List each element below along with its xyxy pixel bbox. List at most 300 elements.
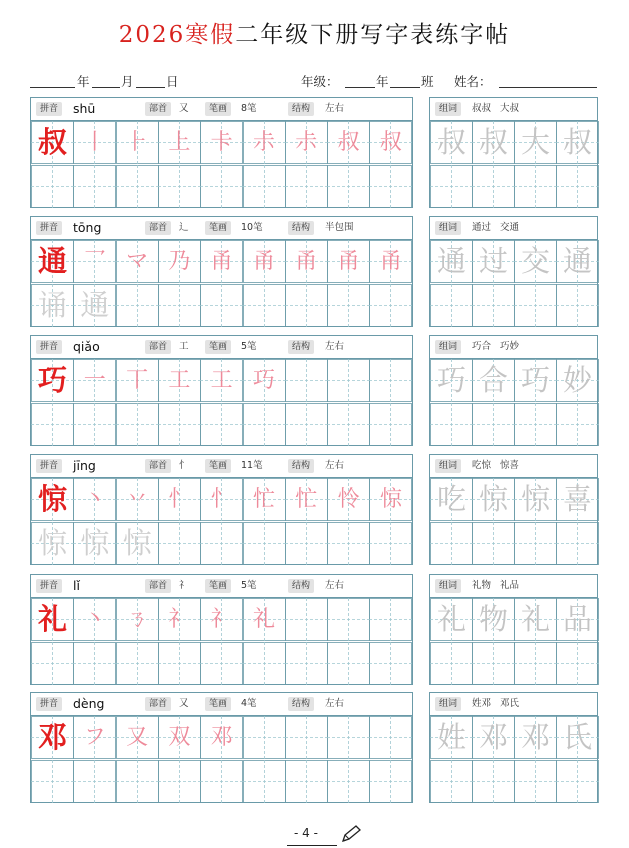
tianzige-grid [327, 716, 370, 759]
word-cell[interactable] [514, 716, 557, 759]
year-field[interactable] [30, 87, 75, 88]
strokes-value: 4笔 [241, 698, 257, 709]
empty-cell[interactable] [369, 403, 412, 446]
empty-cell[interactable] [243, 165, 286, 208]
word-cell[interactable] [472, 359, 515, 402]
empty-cell[interactable] [243, 642, 286, 685]
stroke-cell[interactable] [200, 716, 243, 759]
tianzige-grid [73, 403, 116, 446]
empty-cell[interactable] [31, 760, 74, 803]
word-cell[interactable] [472, 716, 515, 759]
strokes-value: 5笔 [241, 341, 257, 352]
words-value: 通过 交通 [472, 222, 520, 233]
strokes-tag: 笔画 [205, 579, 231, 593]
stroke-cell-char: 邓 [210, 725, 233, 750]
tianzige-grid [158, 165, 201, 208]
empty-cell[interactable] [369, 284, 412, 327]
stroke-cell-char: 礼 [252, 607, 275, 632]
word-cell[interactable] [556, 716, 599, 759]
model-cell-char: 叔 [37, 125, 67, 159]
trace-cell-char: 通 [80, 288, 110, 322]
word-cell[interactable] [514, 598, 557, 641]
tianzige-grid [556, 165, 599, 208]
empty-cell[interactable] [200, 522, 243, 565]
trace-cell[interactable] [31, 522, 74, 565]
stroke-cell[interactable] [369, 240, 412, 283]
tianzige-grid [116, 642, 159, 685]
word-cell[interactable] [472, 598, 515, 641]
stroke-cell[interactable] [369, 478, 412, 521]
empty-cell[interactable] [116, 403, 159, 446]
empty-cell[interactable] [369, 716, 412, 759]
tianzige-grid [327, 642, 370, 685]
structure-value: 左右 [325, 460, 345, 471]
title-red: 2026寒假 [118, 22, 236, 48]
empty-cell[interactable] [472, 522, 515, 565]
words-header [430, 217, 597, 240]
tianzige-grid [369, 165, 412, 208]
stroke-cell[interactable] [158, 478, 201, 521]
word-cell-char: 吃 [436, 482, 466, 516]
stroke-cell-char: ⺊ [126, 130, 149, 155]
empty-cell[interactable] [369, 359, 412, 402]
empty-cell[interactable] [430, 284, 473, 327]
tianzige-grid [116, 284, 159, 327]
empty-cell[interactable] [116, 284, 159, 327]
structure-value: 左右 [325, 341, 345, 352]
tianzige-grid [158, 284, 201, 327]
empty-cell[interactable] [285, 716, 328, 759]
trace-cell[interactable] [31, 284, 74, 327]
empty-cell[interactable] [472, 165, 515, 208]
stroke-cell[interactable] [73, 716, 116, 759]
empty-cell[interactable] [200, 284, 243, 327]
model-cell[interactable] [31, 598, 74, 641]
model-cell[interactable] [31, 359, 74, 402]
model-cell[interactable] [31, 240, 74, 283]
empty-cell[interactable] [285, 165, 328, 208]
stroke-cell[interactable] [116, 478, 159, 521]
empty-cell[interactable] [327, 522, 370, 565]
empty-cell[interactable] [556, 642, 599, 685]
words-tag: 组词 [435, 102, 461, 116]
tianzige-grid [369, 760, 412, 803]
words-tag: 组词 [435, 340, 461, 354]
empty-cell[interactable] [285, 760, 328, 803]
word-cell-char: 合 [478, 363, 508, 397]
empty-cell[interactable] [285, 284, 328, 327]
tianzige-grid [369, 284, 412, 327]
info-header [31, 455, 412, 478]
grade-field[interactable] [345, 87, 375, 88]
stroke-cell[interactable] [243, 598, 286, 641]
stroke-cell-char: 巧 [252, 368, 275, 393]
word-cell[interactable] [472, 478, 515, 521]
empty-cell[interactable] [158, 403, 201, 446]
strokes-tag: 笔画 [205, 340, 231, 354]
stroke-cell[interactable] [243, 121, 286, 164]
word-cell[interactable] [556, 478, 599, 521]
empty-cell[interactable] [116, 760, 159, 803]
empty-cell[interactable] [73, 760, 116, 803]
empty-cell[interactable] [243, 716, 286, 759]
radical-value: 忄 [179, 460, 189, 471]
stroke-cell[interactable] [116, 598, 159, 641]
tianzige-grid [200, 760, 243, 803]
practice-panel [30, 216, 413, 327]
stroke-cell-char: 卡 [210, 130, 233, 155]
radical-tag: 部首 [145, 340, 171, 354]
empty-cell[interactable] [327, 598, 370, 641]
info-header [31, 575, 412, 598]
trace-cell[interactable] [73, 522, 116, 565]
stroke-cell-char: 丶 [83, 607, 106, 632]
trace-cell[interactable] [116, 522, 159, 565]
empty-cell[interactable] [430, 760, 473, 803]
empty-cell[interactable] [369, 522, 412, 565]
stroke-cell-char: マ [126, 249, 149, 274]
stroke-cell-char: 双 [168, 725, 191, 750]
empty-cell[interactable] [200, 760, 243, 803]
word-cell[interactable] [430, 598, 473, 641]
structure-value: 左右 [325, 580, 345, 591]
words-value: 姓邓 邓氏 [472, 698, 520, 709]
stroke-cell[interactable] [243, 359, 286, 402]
empty-cell[interactable] [327, 165, 370, 208]
radical-value: 礻 [179, 580, 189, 591]
tianzige-grid [285, 716, 328, 759]
stroke-cell[interactable] [200, 121, 243, 164]
word-cell[interactable] [430, 240, 473, 283]
word-cell[interactable] [430, 478, 473, 521]
stroke-cell[interactable] [158, 716, 201, 759]
stroke-cell-char: 礻 [168, 607, 191, 632]
stroke-cell[interactable] [73, 121, 116, 164]
stroke-cell[interactable] [158, 359, 201, 402]
word-cell[interactable] [514, 478, 557, 521]
empty-cell[interactable] [514, 522, 557, 565]
stroke-cell[interactable] [73, 240, 116, 283]
word-cell-char: 姓 [436, 720, 466, 754]
empty-cell[interactable] [430, 403, 473, 446]
info-header [31, 98, 412, 121]
tianzige-grid [285, 760, 328, 803]
tianzige-grid [430, 284, 473, 327]
empty-cell[interactable] [285, 403, 328, 446]
tianzige-grid [327, 522, 370, 565]
word-cell[interactable] [430, 716, 473, 759]
empty-cell[interactable] [73, 165, 116, 208]
structure-tag: 结构 [288, 459, 314, 473]
tianzige-grid [243, 716, 286, 759]
name-field[interactable] [499, 87, 597, 88]
pinyin-value: jīng [73, 458, 96, 473]
tianzige-grid [472, 284, 515, 327]
empty-cell[interactable] [430, 522, 473, 565]
stroke-cell[interactable] [285, 240, 328, 283]
tianzige-grid [430, 760, 473, 803]
stroke-cell-char: 工 [210, 368, 233, 393]
page-title [0, 16, 629, 49]
word-cell-char: 妙 [562, 363, 592, 397]
empty-cell[interactable] [514, 760, 557, 803]
word-cell-char: 喜 [562, 482, 592, 516]
stroke-cell[interactable] [158, 598, 201, 641]
empty-cell[interactable] [556, 522, 599, 565]
structure-value: 左右 [325, 698, 345, 709]
stroke-cell[interactable] [116, 716, 159, 759]
empty-cell[interactable] [285, 598, 328, 641]
empty-cell[interactable] [369, 165, 412, 208]
words-panel [429, 692, 598, 803]
structure-tag: 结构 [288, 697, 314, 711]
pinyin-tag: 拼音 [36, 579, 62, 593]
tianzige-grid [369, 359, 412, 402]
word-cell-char: 通 [562, 244, 592, 278]
empty-cell[interactable] [158, 284, 201, 327]
tianzige-grid [430, 522, 473, 565]
stroke-cell-char: 丷 [126, 487, 149, 512]
stroke-cell-char: 尗 [252, 130, 275, 155]
empty-cell[interactable] [514, 642, 557, 685]
words-header [430, 455, 597, 478]
practice-panel [30, 692, 413, 803]
empty-cell[interactable] [556, 165, 599, 208]
tianzige-grid [158, 522, 201, 565]
radical-value: 又 [179, 103, 189, 114]
word-cell-char: 邓 [520, 720, 550, 754]
stroke-cell[interactable] [243, 478, 286, 521]
empty-cell[interactable] [116, 165, 159, 208]
words-tag: 组词 [435, 221, 461, 235]
radical-tag: 部首 [145, 697, 171, 711]
tianzige-grid [285, 284, 328, 327]
empty-cell[interactable] [472, 403, 515, 446]
tianzige-grid [327, 403, 370, 446]
month-field[interactable] [92, 87, 120, 88]
words-panel [429, 97, 598, 208]
empty-cell[interactable] [430, 642, 473, 685]
model-cell-char: 礼 [37, 602, 67, 636]
word-cell[interactable] [430, 359, 473, 402]
empty-cell[interactable] [285, 522, 328, 565]
empty-cell[interactable] [327, 284, 370, 327]
stroke-cell-char: 乃 [168, 249, 191, 274]
structure-tag: 结构 [288, 340, 314, 354]
model-cell[interactable] [31, 716, 74, 759]
stroke-cell[interactable] [158, 240, 201, 283]
tianzige-grid [158, 642, 201, 685]
word-cell[interactable] [472, 240, 515, 283]
word-cell[interactable] [556, 121, 599, 164]
empty-cell[interactable] [243, 760, 286, 803]
tianzige-grid [369, 403, 412, 446]
stroke-cell-char: 上 [168, 130, 191, 155]
empty-cell[interactable] [116, 642, 159, 685]
empty-cell[interactable] [31, 165, 74, 208]
stroke-cell[interactable] [285, 478, 328, 521]
empty-cell[interactable] [158, 165, 201, 208]
stroke-cell-char: 忄 [168, 487, 191, 512]
pinyin-tag: 拼音 [36, 221, 62, 235]
day-field[interactable] [136, 87, 165, 88]
empty-cell[interactable] [327, 760, 370, 803]
word-cell-char: 礼 [436, 602, 466, 636]
radical-tag: 部首 [145, 579, 171, 593]
empty-cell[interactable] [243, 522, 286, 565]
word-cell[interactable] [556, 598, 599, 641]
tianzige-grid [285, 522, 328, 565]
tianzige-grid [200, 642, 243, 685]
empty-cell[interactable] [200, 165, 243, 208]
class-label: 班 [421, 74, 434, 89]
info-day: 日 [166, 74, 179, 89]
tianzige-grid [556, 642, 599, 685]
pinyin-tag: 拼音 [36, 340, 62, 354]
empty-cell[interactable] [514, 403, 557, 446]
stroke-cell[interactable] [327, 121, 370, 164]
practice-panel [30, 454, 413, 565]
pinyin-value: tōng [73, 220, 102, 235]
tianzige-grid [285, 642, 328, 685]
stroke-cell[interactable] [200, 359, 243, 402]
tianzige-grid [31, 403, 74, 446]
empty-cell[interactable] [472, 760, 515, 803]
stroke-cell[interactable] [158, 121, 201, 164]
tianzige-grid [243, 284, 286, 327]
stroke-cell[interactable] [327, 240, 370, 283]
stroke-cell[interactable] [369, 121, 412, 164]
stroke-cell[interactable] [73, 478, 116, 521]
stroke-cell[interactable] [200, 240, 243, 283]
empty-cell[interactable] [327, 403, 370, 446]
info-header [31, 693, 412, 716]
words-tag: 组词 [435, 459, 461, 473]
grade-year: 年 [376, 74, 389, 89]
model-cell-char: 邓 [37, 720, 67, 754]
word-cell[interactable] [514, 121, 557, 164]
structure-tag: 结构 [288, 221, 314, 235]
tianzige-grid [158, 760, 201, 803]
model-cell[interactable] [31, 121, 74, 164]
tianzige-grid [158, 403, 201, 446]
word-cell[interactable] [514, 240, 557, 283]
word-cell[interactable] [556, 359, 599, 402]
tianzige-grid [472, 760, 515, 803]
title-black: 二年级下册写字表练字帖 [235, 22, 511, 48]
trace-cell[interactable] [73, 284, 116, 327]
empty-cell[interactable] [514, 284, 557, 327]
model-cell-char: 巧 [37, 363, 67, 397]
stroke-cell[interactable] [327, 478, 370, 521]
tianzige-grid [556, 403, 599, 446]
word-cell-char: 叔 [436, 125, 466, 159]
word-cell[interactable] [514, 359, 557, 402]
stroke-cell[interactable] [116, 240, 159, 283]
empty-cell[interactable] [285, 642, 328, 685]
tianzige-grid [200, 284, 243, 327]
empty-cell[interactable] [327, 642, 370, 685]
empty-cell[interactable] [31, 403, 74, 446]
stroke-cell[interactable] [116, 121, 159, 164]
stroke-cell[interactable] [285, 121, 328, 164]
tianzige-grid [285, 403, 328, 446]
words-panel [429, 216, 598, 327]
word-cell[interactable] [556, 240, 599, 283]
empty-cell[interactable] [285, 359, 328, 402]
empty-cell[interactable] [369, 642, 412, 685]
word-cell[interactable] [472, 121, 515, 164]
tianzige-grid [73, 165, 116, 208]
word-cell-char: 品 [562, 602, 592, 636]
empty-cell[interactable] [31, 642, 74, 685]
stroke-cell[interactable] [73, 598, 116, 641]
pinyin-tag: 拼音 [36, 102, 62, 116]
stroke-cell[interactable] [73, 359, 116, 402]
empty-cell[interactable] [158, 642, 201, 685]
empty-cell[interactable] [556, 403, 599, 446]
empty-cell[interactable] [243, 403, 286, 446]
word-cell-char: 礼 [520, 602, 550, 636]
strokes-value: 5笔 [241, 580, 257, 591]
stroke-cell[interactable] [200, 478, 243, 521]
empty-cell[interactable] [327, 359, 370, 402]
stroke-cell-char: 甬 [210, 249, 233, 274]
stroke-cell[interactable] [200, 598, 243, 641]
tianzige-grid [31, 760, 74, 803]
empty-cell[interactable] [327, 716, 370, 759]
empty-cell[interactable] [243, 284, 286, 327]
empty-cell[interactable] [369, 598, 412, 641]
stroke-cell-char: 甬 [379, 249, 402, 274]
empty-cell[interactable] [158, 760, 201, 803]
empty-cell[interactable] [158, 522, 201, 565]
model-cell[interactable] [31, 478, 74, 521]
tianzige-grid [243, 760, 286, 803]
model-cell-char: 惊 [37, 482, 67, 516]
empty-cell[interactable] [369, 760, 412, 803]
radical-tag: 部首 [145, 102, 171, 116]
tianzige-grid [369, 716, 412, 759]
empty-cell[interactable] [556, 760, 599, 803]
tianzige-grid [200, 403, 243, 446]
word-cell-char: 通 [436, 244, 466, 278]
empty-cell[interactable] [430, 165, 473, 208]
class-year-field[interactable] [390, 87, 420, 88]
radical-tag: 部首 [145, 459, 171, 473]
practice-panel [30, 574, 413, 685]
words-header [430, 98, 597, 121]
tianzige-grid [73, 642, 116, 685]
empty-cell[interactable] [73, 403, 116, 446]
empty-cell[interactable] [556, 284, 599, 327]
empty-cell[interactable] [200, 403, 243, 446]
empty-cell[interactable] [472, 642, 515, 685]
tianzige-grid [472, 642, 515, 685]
empty-cell[interactable] [514, 165, 557, 208]
word-cell[interactable] [430, 121, 473, 164]
empty-cell[interactable] [200, 642, 243, 685]
empty-cell[interactable] [472, 284, 515, 327]
stroke-cell-char: フ [83, 725, 106, 750]
stroke-cell[interactable] [243, 240, 286, 283]
tianzige-grid [285, 598, 328, 641]
word-cell-char: 叔 [562, 125, 592, 159]
stroke-cell[interactable] [116, 359, 159, 402]
structure-value: 半包围 [325, 222, 354, 233]
empty-cell[interactable] [73, 642, 116, 685]
word-cell-char: 惊 [478, 482, 508, 516]
